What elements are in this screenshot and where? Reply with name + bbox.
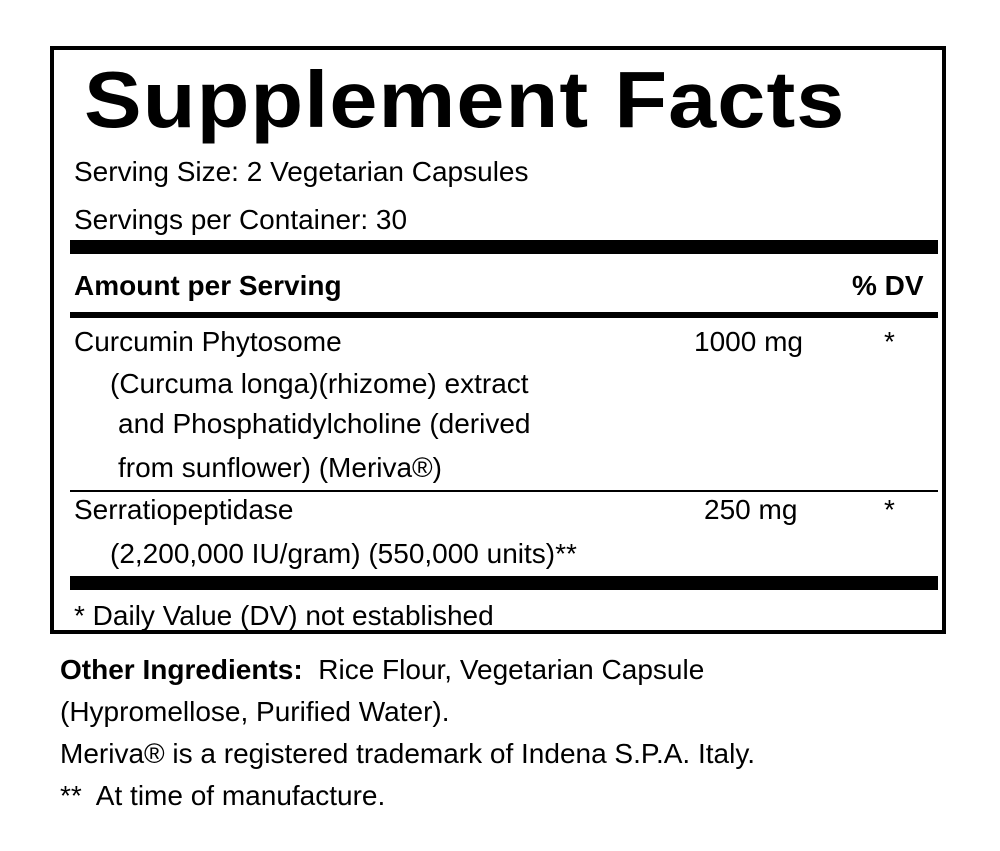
amount-per-serving-header: Amount per Serving [74, 270, 342, 301]
supplement-facts-panel [50, 46, 946, 634]
other-ingredients-line [60, 656, 704, 684]
ingredient-detail: (2,200,000 IU/gram) (550,000 units)** [110, 538, 577, 569]
dv-header: % DV [852, 270, 924, 301]
trademark-note: Meriva® is a registered trademark of Indena S.P.A. Italy. [60, 738, 756, 769]
other-ingredients-text: Rice Flour, Vegetarian Capsule [302, 654, 705, 685]
serving-size: Serving Size: 2 Vegetarian Capsules [74, 156, 529, 187]
thin-divider [70, 490, 938, 492]
ingredient-dv: * [884, 494, 895, 525]
servings-per-container: Servings per Container: 30 [74, 204, 408, 235]
ingredient-amount: 250 mg [704, 494, 798, 525]
panel-title: Supplement Facts [84, 55, 846, 144]
ingredient-name: Serratiopeptidase [74, 494, 294, 525]
ingredient-detail: and Phosphatidylcholine (derived [118, 408, 531, 439]
thick-divider-bottom [70, 576, 938, 590]
ingredient-detail: (Curcuma longa)(rhizome) extract [110, 368, 529, 399]
manufacture-note: ** At time of manufacture. [60, 780, 386, 811]
ingredient-name: Curcumin Phytosome [74, 326, 342, 357]
ingredient-detail: from sunflower) (Meriva®) [118, 452, 443, 483]
dv-footnote: * Daily Value (DV) not established [74, 600, 494, 631]
other-ingredients-label: Other Ingredients: [60, 654, 303, 685]
thick-divider-top [70, 240, 938, 254]
ingredient-amount: 1000 mg [694, 326, 803, 357]
other-ingredients-continued: (Hypromellose, Purified Water). [60, 696, 450, 727]
ingredient-dv: * [884, 326, 895, 357]
medium-divider [70, 312, 938, 318]
